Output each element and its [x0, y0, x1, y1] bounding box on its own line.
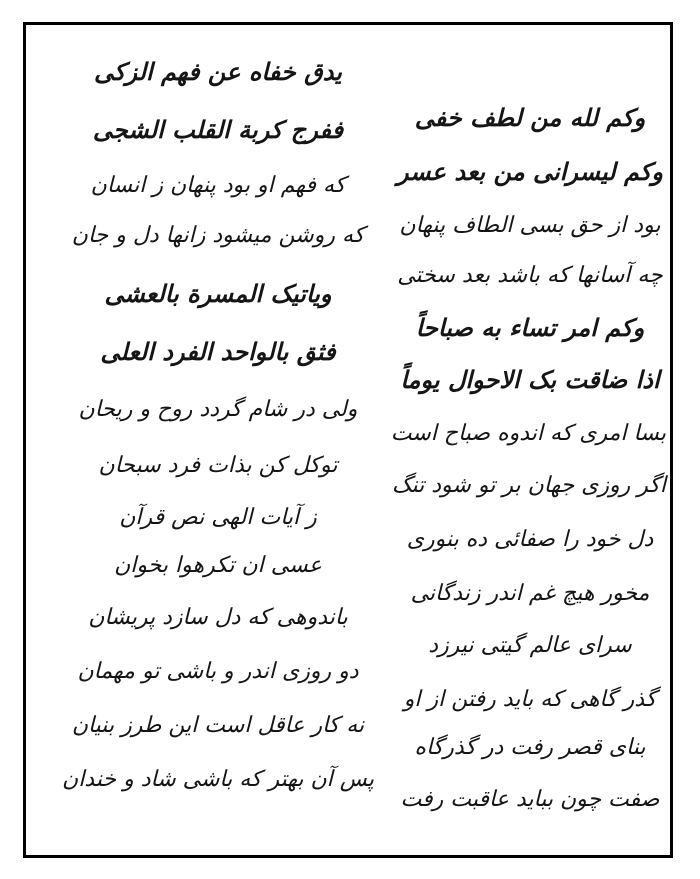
verse-line: ولی در شام گردد روح و ریحان	[78, 397, 358, 422]
right-verse-column	[390, 25, 666, 855]
verse-line: سرای عالم گیتی نیرزد	[428, 633, 632, 658]
verse-line: چه آسانها که باشد بعد سختی	[397, 263, 663, 288]
verse-line: دو روزی اندر و باشی تو مهمان	[77, 659, 359, 684]
verse-line: نه کار عاقل است این طرز بنیان	[71, 713, 365, 738]
verse-line: که فهم او بود پنهان ز انسان	[90, 173, 346, 198]
verse-line: یدق خفاه عن فهم الزکی	[94, 58, 342, 86]
verse-line: ففرج کربة القلب الشجی	[92, 116, 344, 144]
verse-line: وکم لله من لطف خفی	[414, 104, 646, 132]
verse-line: دل خود را صفائی ده بنوری	[406, 527, 654, 552]
verse-line: گذر گاهی که باید رفتن از او	[403, 687, 657, 712]
verse-line: وکم لیسرانی من بعد عسر	[397, 158, 663, 186]
verse-line: ویاتیک المسرة بالعشی	[104, 280, 332, 308]
verse-line: صفت چون بباید عاقبت رفت	[400, 787, 660, 812]
verse-line: اگر روزی جهان بر تو شود تنگ	[391, 473, 666, 498]
verse-line: که روشن میشود زانها دل و جان	[71, 223, 365, 248]
verse-line: اذا ضاقت بک الاحوال یوماً	[400, 366, 660, 394]
verse-line: توکل کن بذات فرد سبحان	[98, 453, 338, 478]
left-verse-column	[58, 25, 378, 855]
verse-line: پس آن بهتر که باشی شاد و خندان	[62, 767, 374, 792]
verse-line: بود از حق بسی الطاف پنهان	[399, 213, 661, 238]
verse-line: عسی ان تکرهوا بخوان	[114, 553, 322, 578]
manuscript-page	[23, 22, 673, 858]
verse-line: باندوهی که دل سازد پریشان	[88, 605, 348, 630]
verse-line: مخور هیچ غم اندر زندگانی	[410, 581, 650, 606]
verse-line: بسا امری که اندوه صباح است	[390, 421, 666, 446]
verse-line: فثق بالواحد الفرد العلی	[100, 338, 336, 366]
verse-line: وکم امر تساء به صباحاً	[415, 314, 645, 342]
verse-line: بنای قصر رفت در گذرگاه	[414, 735, 646, 760]
verse-line: ز آیات الهی نص قرآن	[119, 505, 317, 530]
